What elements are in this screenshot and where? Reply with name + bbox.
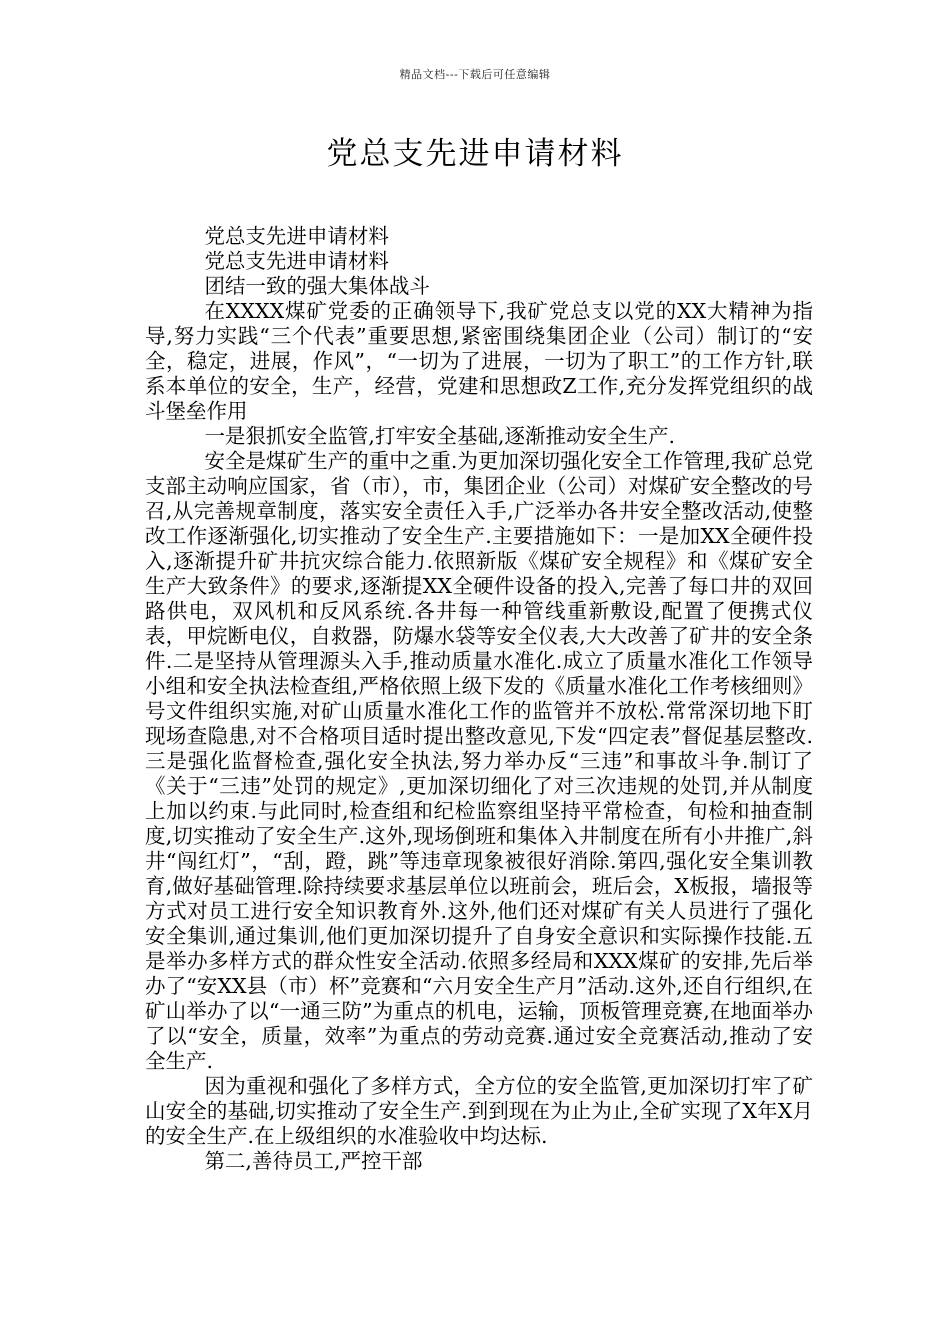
page-header-note: 精品文档---下载后可任意编辑 (399, 68, 551, 81)
document-title: 党总支先进申请材料 (326, 136, 624, 172)
body-paragraph: 党总支先进申请材料 (204, 224, 389, 248)
body-paragraph: 安全是煤矿生产的重中之重.为更加深切强化安全工作管理,我矿总党支部主动响应国家，省（市），市，集团企业（公司）对煤矿安全整改的号召,从完善规章制度，落实安全责任入手,广泛举办各井安全整改活动,使整改工作逐渐强化,切实推动了安全生产.主要措施如下：一是加XX全硬件投入,逐渐提升矿井抗灾综合能力.依照新版《煤矿安全规程》和《煤矿安全生产大致条件》的要求,逐渐提XX全硬件设备的投入,完善了每口井的双回路供电，双风机和反风系统.各井每一种管线重新敷设,配置了便携式仪表，甲烷断电仪，自救器，防爆水袋等安全仪表,大大改善了矿井的安全条件.二是坚持从管理源头入手,推动质量水准化.成立了质量水准化工作领导小组和安全执法检查组,严格依照上级下发的《质量水准化工作考核细则》号文件组织实施,对矿山质量水准化工作的监管并不放松.常常深切地下盯现场查隐患,对不合格项目适时提出整改意见,下发“四定表”督促基层整改.三是强化监督检查,强化安全执法,努力举办反“三违”和事故斗争.制订了《关于“三违”处罚的规定》,更加深切细化了对三次违规的处罚,并从制度上加以约束.与此同时,检查组和纪检监察组坚持平常检查，旬检和抽查制度,切实推动了安全生产.这外,现场倒班和集体入井制度在所有小井推广,斜井“闯红灯”，“刮，蹬，跳”等违章现象被很好消除.第四,强化安全集训教育,做好基础管理.除持续要求基层单位以班前会，班后会，X板报，墙报等方式对员工进行安全知识教育外.这外,他们还对煤矿有关人员进行了强化安全集训,通过集训,他们更加深切提升了自身安全意识和实际操作技能.五是举办多样方式的群众性安全活动.依照多经局和XXX煤矿的安排,先后举办了“安XX县（市）杯”竞赛和“六月安全生产月”活动.这外,还自行组织,在矿山举办了以“一通三防”为重点的机电，运输，顶板管理竞赛,在地面举办了以“安全，质量，效率”为重点的劳动竞赛.通过安全竞赛活动,推动了安全生产. (145, 449, 813, 1073)
body-paragraph: 因为重视和强化了多样方式，全方位的安全监管,更加深切打牢了矿山安全的基础,切实推动了安全生产.到到现在为止为止,全矿实现了X年X月的安全生产.在上级组织的水准验收中均达标. (145, 1074, 813, 1148)
body-paragraph: 一是狠抓安全监管,打牢安全基础,逐渐推动安全生产. (204, 424, 675, 448)
body-paragraph: 团结一致的强大集体战斗 (204, 274, 430, 298)
body-paragraph: 在XXXX煤矿党委的正确领导下,我矿党总支以党的XX大精神为指导,努力实践“三个代表”重要思想,紧密围绕集团企业（公司）制订的“安全，稳定，进展，作风”，“一切为了进展，一切为了职工”的工作方针,联系本单位的安全，生产，经营，党建和思想政Z工作,充分发挥党组织的战斗堡垒作用 (145, 299, 813, 423)
body-paragraph: 党总支先进申请材料 (204, 249, 389, 273)
body-paragraph: 第二,善待员工,严控干部 (204, 1149, 423, 1173)
document-body (145, 224, 813, 1174)
